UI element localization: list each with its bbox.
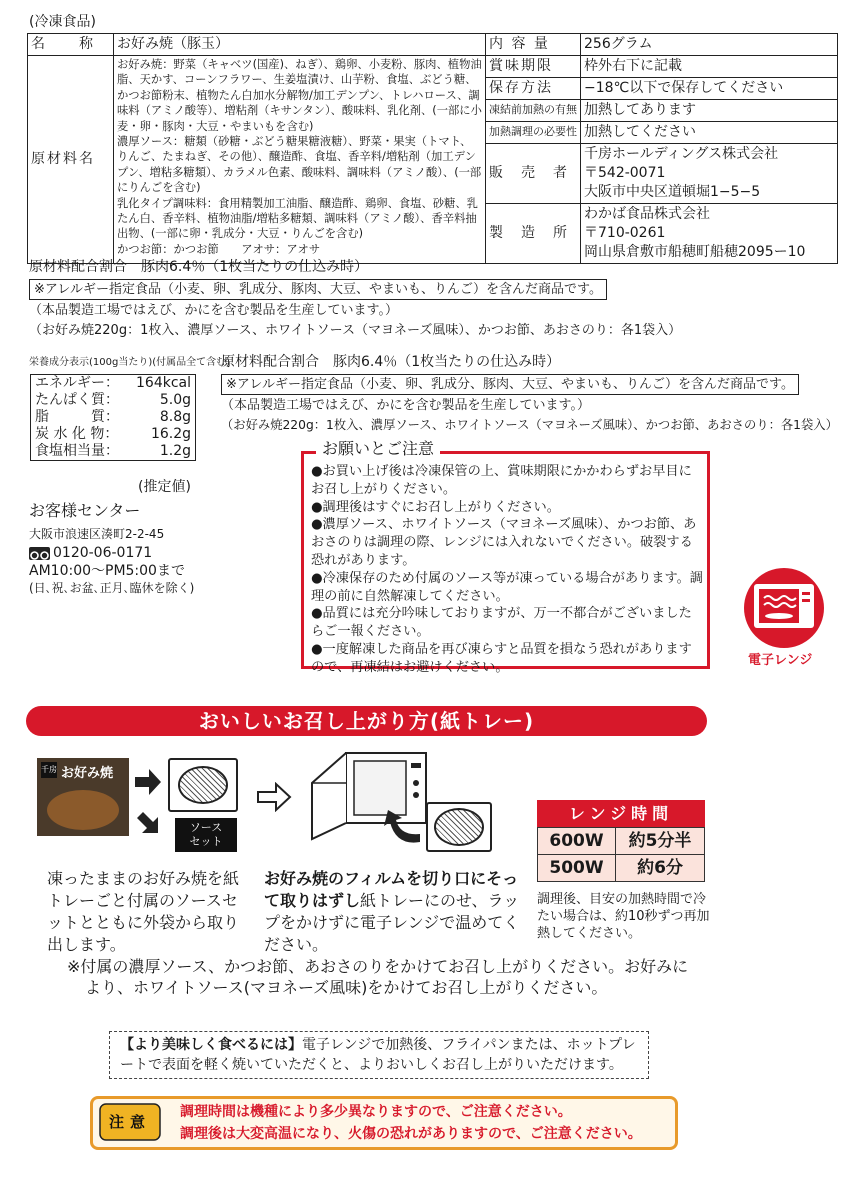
okonomiyaki-drawing xyxy=(178,766,228,804)
ratio-line: 原材料配合割合 豚肉6.4％（1枚当たりの仕込み時） xyxy=(29,259,369,275)
arrow-down-right-icon xyxy=(133,808,163,838)
notice-list xyxy=(311,463,703,677)
ratio-line-2: 原材料配合割合 豚肉6.4％（1枚当たりの仕込み時） xyxy=(221,354,561,370)
free-dial-icon xyxy=(29,547,50,560)
nutrition-row xyxy=(31,375,196,393)
cook-need-label: 加熱調理の必要性 xyxy=(486,122,581,144)
factory-line: （本品製造工場ではえび、かにを含む製品を生産しています。） xyxy=(29,303,398,318)
maker-address: 岡山県倉敷市船穂町船穂2095ー10 xyxy=(584,244,806,260)
caution-line: 調理時間は機種により多少異なりますので、ご注意ください。 xyxy=(180,1104,572,1120)
sauce-note: ※付属の濃厚ソース、かつお節、あおさのりをかけてお召し上がりください。お好みにより、ホワイトソース(マヨネーズ風味)をかけてお召し上がりください。 xyxy=(67,957,689,997)
nutrition-value: 164kcal xyxy=(136,375,191,391)
okonomiyaki-drawing-2 xyxy=(434,808,484,846)
frozen-label: (冷凍食品) xyxy=(29,14,96,30)
step1-text: 凍ったままのお好み焼を紙トレーごと付属のソースセットとともに外袋から取り出します。 xyxy=(47,869,240,954)
range-time: 約5分半 xyxy=(616,828,705,855)
notice-item: ●一度解凍した商品を再び凍らすと品質を損なう恐れがありますので、再凍結はお避けください。 xyxy=(311,641,692,675)
notice-item: ●冷凍保存のため付属のソース等が凍っている場合があります。調理の前に自然解凍してください。 xyxy=(311,570,703,604)
nutrition-row xyxy=(31,426,196,443)
caution-line: 調理後は大変高温になり、火傷の恐れがありますので、ご注意ください。 xyxy=(180,1126,642,1142)
nutrition-row xyxy=(31,392,196,409)
preheat-value: 加熱してあります xyxy=(581,100,838,122)
caution-text xyxy=(180,1101,680,1145)
ingredient-sauce: 濃厚ソース：糖類（砂糖・ぶどう糖果糖液糖）、野菜・果実（トマト、りんご、たまねぎ、その他）、醸造酢、食塩、香辛料/増粘剤（加工デンプン、増粘多糖類）、カラメル色素、酸味料、調味料（アミノ酸）、(一部にりんごを含む) xyxy=(117,135,482,195)
range-row xyxy=(538,855,705,882)
notice-item: ●お買い上げ後は冷凍保管の上、賞味期限にかかわらずお早目にお召し上がりください。 xyxy=(311,464,692,497)
step2-rest: 紙トレーにのせ、ラップをかけずに電子レンジで温めてください。 xyxy=(264,891,520,954)
maker-postal: 〒710-0261 xyxy=(584,225,666,241)
caution-badge xyxy=(98,1102,162,1142)
range-watt: 500W xyxy=(538,855,616,882)
best-before-label: 賞味期限 xyxy=(486,56,581,78)
tip-title: 【より美味しく食べるには】 xyxy=(120,1037,302,1053)
seller-company: 千房ホールディングス株式会社 xyxy=(584,146,779,162)
customer-phone-row xyxy=(29,544,152,563)
sauce-set-label: ソース セット xyxy=(175,818,237,852)
nutrition-label: エネルギー： xyxy=(35,375,119,391)
cook-need-value: 加熱してください xyxy=(581,122,838,144)
seller-address: 大阪市中央区道頓堀1−5−5 xyxy=(584,184,761,200)
caution-badge-text: 注意 xyxy=(108,1113,151,1131)
maker-company: わかば食品株式会社 xyxy=(584,206,710,222)
allergy-line: ※アレルギー指定食品（小麦、卵、乳成分、豚肉、大豆、やまいも、りんご）を含んだ商品です。 xyxy=(29,279,607,300)
tip-text-block xyxy=(120,1035,642,1075)
nutrition-header: 栄養成分表示(100g当たり)(付属品全て含む) xyxy=(29,357,231,368)
ingredient-mayo: 乳化タイプ調味料：食用精製加工油脂、醸造酢、鶏卵、食塩、砂糖、乳たん白、香辛料、植物油脂/増粘多糖類、調味料（アミノ酸）、香辛料抽出物、(一部に卵・乳成分・大豆・りんごを含む) xyxy=(117,196,478,241)
seller-value xyxy=(581,144,838,204)
nutrition-value: 1.2g xyxy=(159,443,191,459)
customer-center-title: お客様センター xyxy=(29,501,141,520)
notice-item: ●品質には充分吟味しておりますが、万一不都合がございましたらご一報ください。 xyxy=(311,606,692,640)
nutrition-row xyxy=(31,443,196,461)
cooking-banner xyxy=(26,706,707,736)
ingredients-label: 原材料名 xyxy=(28,56,114,264)
name-label: 名 称 xyxy=(28,34,114,56)
customer-hours: AM10:00〜PM5:00まで xyxy=(29,563,185,579)
contents-value: 256グラム xyxy=(581,34,838,56)
ingredients-list xyxy=(114,56,486,264)
package-image xyxy=(37,758,129,836)
range-time: 約6分 xyxy=(616,855,705,882)
product-info-table xyxy=(27,33,838,264)
range-note: 調理後、目安の加熱時間で冷たい場合は、約10秒ずつ再加熱してください。 xyxy=(537,892,710,941)
microwave-label: 電子レンジ xyxy=(748,653,813,668)
ingredient-toppings: かつお節：かつお節 アオサ：アオサ xyxy=(117,242,321,256)
seller-label: 販 売 者 xyxy=(486,144,581,204)
customer-address: 大阪市浪速区湊町2-2-45 xyxy=(29,527,165,541)
storage-label: 保存方法 xyxy=(486,78,581,100)
name-value: お好み焼（豚玉） xyxy=(114,34,486,56)
ingredient-okonomiyaki: お好み焼：野菜（キャベツ(国産)、ねぎ）、鶏卵、小麦粉、豚肉、植物油脂、天かす、コーンフラワー、生姜塩漬け、山芋粉、食塩、ぶどう糖、かつお節粉末、植物たん白加水分解物/加工デンプン、トレハロース、調味料（アミノ酸等）、増粘剤（キサンタン）、酸味料、乳化剤、(一部に小麦・卵・豚肉・大豆・やまいもを含む) xyxy=(117,58,482,133)
step2-bold: お好み焼のフィルムを切り口にそって取りはずし xyxy=(264,869,519,910)
okonomiyaki-photo xyxy=(47,790,119,830)
nutrition-label: 炭 水 化 物： xyxy=(35,426,119,442)
contents-label: 内 容 量 xyxy=(486,34,581,56)
range-watt: 600W xyxy=(538,828,616,855)
nutrition-value: 16.2g xyxy=(150,426,191,442)
contents-line: （お好み焼220g：1枚入、濃厚ソース、ホワイトソース（マヨネーズ風味）、かつお節、あおさのり：各1袋入） xyxy=(29,323,682,338)
tray-image xyxy=(168,758,238,812)
nutrition-row xyxy=(31,409,196,426)
nutrition-label: たんぱく質： xyxy=(35,392,119,408)
storage-value: −18℃以下で保存してください xyxy=(581,78,838,100)
nutrition-label: 食塩相当量： xyxy=(35,443,119,459)
notice-item: ●濃厚ソース、ホワイトソース（マヨネーズ風味）、かつお節、あおさのりは調理の際、レンジには入れないでください。破裂する恐れがあります。 xyxy=(311,517,697,568)
best-before-value: 枠外右下に記載 xyxy=(581,56,838,78)
package-name: お好み焼 xyxy=(61,766,114,781)
nutrition-table xyxy=(30,374,196,461)
customer-closed: (日､祝､お盆､正月､臨休を除く) xyxy=(29,581,195,595)
allergy-line-2: ※アレルギー指定食品（小麦、卵、乳成分、豚肉、大豆、やまいも、りんご）を含んだ商品です。 xyxy=(221,374,799,395)
factory-line-2: （本品製造工場ではえび、かにを含む製品を生産しています。） xyxy=(221,398,590,413)
nutrition-value: 5.0g xyxy=(159,392,191,408)
customer-phone: 0120-06-0171 xyxy=(53,545,153,561)
curved-arrow-icon xyxy=(380,808,424,848)
notice-item: ●調理後はすぐにお召し上がりください。 xyxy=(311,499,560,515)
notice-title: お願いとご注意 xyxy=(316,438,440,460)
cooking-banner-text: おいしいお召し上がり方(紙トレー) xyxy=(198,709,535,733)
microwave-icon xyxy=(740,568,830,652)
step2-text xyxy=(264,868,529,956)
maker-value xyxy=(581,204,838,264)
preheat-label: 凍結前加熱の有無 xyxy=(486,100,581,122)
package-brand: 千房 xyxy=(41,762,57,778)
outline-arrow-icon xyxy=(256,782,292,812)
arrow-right-icon xyxy=(133,767,163,797)
tray-image-2 xyxy=(426,802,492,852)
nutrition-note: (推定値) xyxy=(138,479,191,495)
seller-postal: 〒542-0071 xyxy=(584,165,666,181)
tip-text: 電子レンジで加熱後、フライパンまたは、ホットプレートで表面を軽く焼いていただくと、よりおいしくお召し上がりいただけます。 xyxy=(120,1037,636,1073)
nutrition-value: 8.8g xyxy=(159,409,191,425)
maker-label: 製 造 所 xyxy=(486,204,581,264)
range-time-title: レンジ時間 xyxy=(537,800,705,827)
nutrition-label: 脂 質： xyxy=(35,409,119,425)
range-row xyxy=(538,828,705,855)
contents-line-2: （お好み焼220g：1枚入、濃厚ソース、ホワイトソース（マヨネーズ風味）、かつお節、あおさのり：各1袋入） xyxy=(221,418,838,432)
